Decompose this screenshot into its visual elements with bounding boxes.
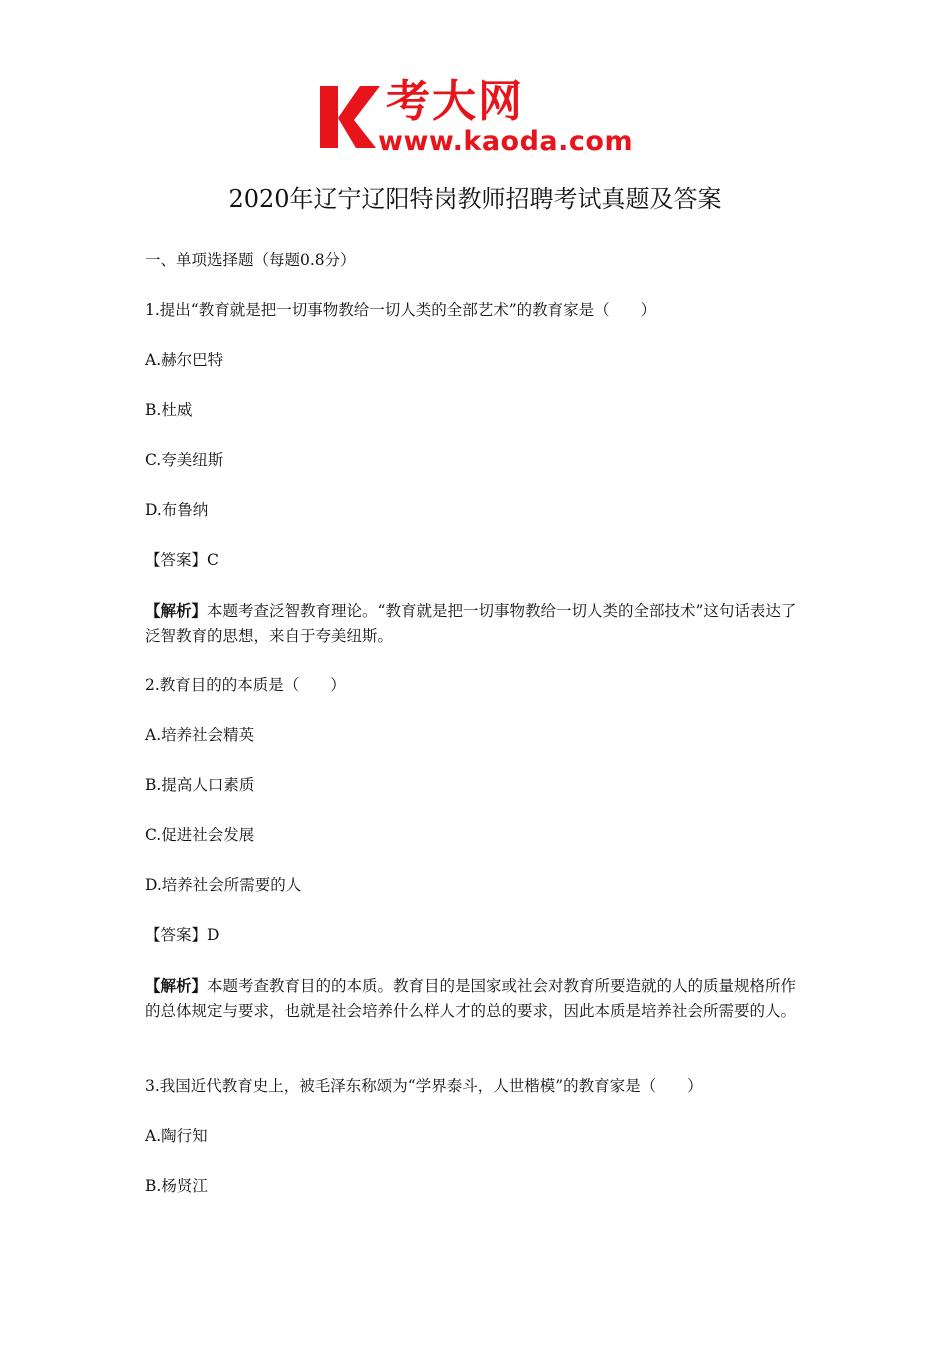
question-3-stem: 3.我国近代教育史上，被毛泽东称颂为“学界泰斗，人世楷模”的教育家是（ ） — [145, 1077, 703, 1095]
question-2-stem: 2.教育目的的本质是（ ） — [145, 676, 346, 694]
analysis-label: 【解析】 — [145, 601, 208, 620]
question-1-option-c: C.夸美纽斯 — [145, 451, 224, 469]
k-logo-icon — [316, 82, 382, 152]
question-2-option-c: C.促进社会发展 — [145, 826, 255, 844]
question-3-option-a: A.陶行知 — [145, 1127, 208, 1145]
logo-title: 考大网 — [386, 76, 524, 127]
kaoda-logo — [316, 76, 638, 160]
question-1-answer: 【答案】C — [145, 551, 219, 569]
question-2-answer: 【答案】D — [145, 926, 220, 944]
analysis-text: 本题考查教育目的的本质。教育目的是国家或社会对教育所要造就的人的质量规格所作的总体规定与要求，也就是社会培养什么样人才的总的要求，因此本质是培养社会所需要的人。 — [145, 977, 797, 1020]
question-1-option-a: A.赫尔巴特 — [145, 351, 224, 369]
section-heading: 一、单项选择题（每题0.8分） — [145, 251, 356, 269]
question-2-option-b: B.提高人口素质 — [145, 776, 255, 794]
question-2-option-d: D.培养社会所需要的人 — [145, 876, 302, 894]
analysis-label: 【解析】 — [145, 976, 208, 995]
document-title: 2020年辽宁辽阳特岗教师招聘考试真题及答案 — [228, 185, 722, 213]
question-1-stem: 1.提出“教育就是把一切事物教给一切人类的全部艺术”的教育家是（ ） — [145, 301, 657, 319]
logo-url: www.kaoda.com — [378, 126, 634, 157]
question-1-option-b: B.杜威 — [145, 401, 193, 419]
question-3-option-b: B.杨贤江 — [145, 1177, 208, 1195]
question-2-analysis — [145, 973, 810, 1024]
analysis-text: 本题考查泛智教育理论。“教育就是把一切事物教给一切人类的全部技术”这句话表达了泛智教育的思想，来自于夸美纽斯。 — [145, 602, 797, 645]
question-1-analysis — [145, 598, 810, 649]
question-2-option-a: A.培养社会精英 — [145, 726, 255, 744]
question-1-option-d: D.布鲁纳 — [145, 501, 209, 519]
